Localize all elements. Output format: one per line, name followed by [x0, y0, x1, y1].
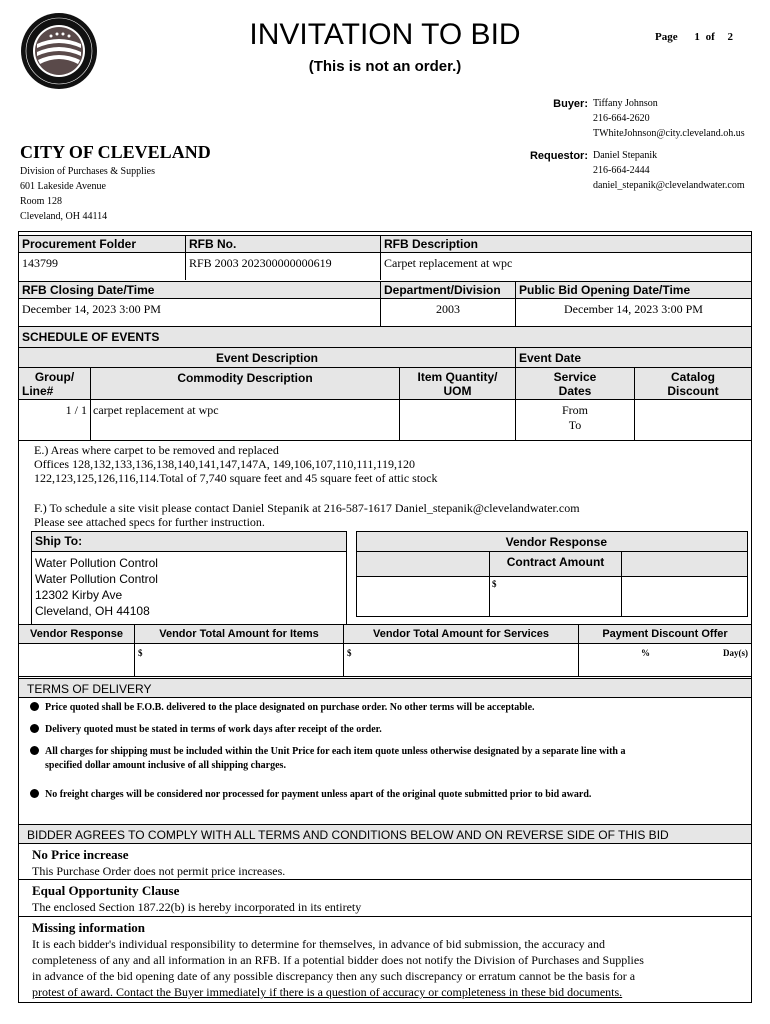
contract-amount-entry-row [357, 577, 747, 616]
ship-to-line: Water Pollution Control [35, 556, 158, 570]
contract-dollar-sign: $ [492, 579, 497, 589]
bullet-icon [30, 746, 39, 755]
col-group-label: Group/ [34, 370, 75, 384]
note-f-line: F.) To schedule a site visit please contact Daniel Stepanik at 216-587-1617 Daniel_stepanik@clevelandwater.com [34, 501, 580, 515]
equal-opportunity-title: Equal Opportunity Clause [32, 883, 180, 898]
col-quantity [399, 367, 516, 400]
terms-item-text: No freight charges will be considered nor processed for payment unless apart of the original quote submitted prior to bid award. [45, 789, 592, 800]
to-label: To [568, 418, 582, 432]
page-subtitle: (This is not an order.) [308, 58, 462, 75]
services-dollar-sign: $ [347, 648, 352, 658]
buyer-phone: 216-664-2620 [593, 113, 650, 124]
vendor-services-input[interactable] [343, 643, 579, 677]
buyer-label: Buyer: [553, 98, 588, 110]
contract-amount-label: Contract Amount [489, 552, 622, 576]
event-description-label: Event Description [18, 347, 516, 368]
ship-to-address [32, 552, 346, 622]
org-name: CITY OF CLEVELAND [20, 142, 211, 162]
opening-date-label: Public Bid Opening Date/Time [515, 281, 752, 299]
contract-amount-input[interactable] [489, 577, 622, 616]
ship-to-box [31, 531, 347, 624]
procurement-folder-value: 143799 [18, 252, 186, 280]
closing-date-label: RFB Closing Date/Time [18, 281, 381, 299]
contract-amount-row [357, 552, 747, 577]
col-service-label: Service [553, 370, 597, 384]
service-dates [515, 399, 635, 441]
rfb-description-label: RFB Description [380, 235, 752, 253]
opening-date-value: December 14, 2023 3:00 PM [515, 298, 752, 327]
buyer-info [593, 96, 745, 141]
city-seal-logo [20, 12, 98, 90]
department-label: Department/Division [380, 281, 516, 299]
page-of: of [705, 31, 715, 43]
col-group-line [18, 367, 91, 400]
from-label: From [561, 403, 588, 417]
vendor-services-label: Vendor Total Amount for Services [343, 624, 579, 644]
org-address [20, 164, 155, 224]
org-address-line: 601 Lakeside Avenue [20, 181, 106, 192]
discount-percent-sign: % [641, 648, 650, 658]
note-e-line: 122,123,125,126,116,114.Total of 7,740 square feet and 45 square feet of attic stock [34, 471, 438, 485]
ship-to-line: Cleveland, OH 44108 [35, 604, 150, 618]
catalog-discount [634, 399, 752, 441]
col-uom-label: UOM [443, 384, 472, 398]
terms-item [30, 789, 591, 800]
vendor-response-input[interactable] [18, 643, 135, 677]
vendor-response-title: Vendor Response [357, 532, 747, 552]
no-price-increase-title: No Price increase [32, 847, 129, 862]
ship-to-line: 12302 Kirby Ave [35, 588, 123, 602]
note-e-line: Offices 128,132,133,136,138,140,141,147,147A, 149,106,107,110,111,119,120 [34, 457, 415, 471]
page-number: 1 [694, 31, 700, 43]
bullet-icon [30, 724, 39, 733]
page-indicator [655, 31, 733, 43]
item-quantity [399, 399, 516, 441]
page-title: INVITATION TO BID [249, 18, 521, 51]
missing-information-line: completeness of any and all information in an RFB. If a potential bidder does not notify the Division of Purchases and Supplies [32, 953, 644, 967]
commodity-description: carpet replacement at wpc [90, 399, 400, 441]
requestor-info [593, 148, 745, 193]
col-commodity: Commodity Description [90, 367, 400, 400]
terms-item-text: Price quoted shall be F.O.B. delivered to the place designated on purchase order. No other terms will be acceptable. [45, 702, 535, 713]
rfb-no-label: RFB No. [185, 235, 381, 253]
note-e-line: E.) Areas where carpet to be removed and replaced [34, 443, 279, 457]
vendor-response-box [356, 531, 748, 617]
col-catalog-discount [634, 367, 752, 400]
line-number: 1 / 1 [18, 399, 91, 441]
notes-section [34, 443, 580, 529]
payment-discount-label: Payment Discount Offer [578, 624, 752, 644]
col-dates-label: Dates [558, 384, 592, 398]
missing-information-section [18, 916, 752, 1003]
buyer-email: TWhiteJohnson@city.cleveland.oh.us [593, 128, 745, 139]
discount-days-label: Day(s) [723, 648, 748, 658]
equal-opportunity-section [18, 879, 752, 917]
ship-to-line: Water Pollution Control [35, 572, 158, 586]
closing-date-value: December 14, 2023 3:00 PM [18, 298, 381, 327]
col-catalog-label: Catalog [670, 370, 715, 384]
terms-title: TERMS OF DELIVERY [18, 678, 752, 698]
requestor-name: Daniel Stepanik [593, 150, 658, 161]
missing-information-line: It is each bidder's individual responsibility to determine for themselves, in advance of bid submission, the accuracy and [32, 937, 606, 951]
rfb-no-value: RFB 2003 202300000000619 [185, 252, 381, 280]
requestor-phone: 216-664-2444 [593, 165, 650, 176]
page-total: 2 [727, 31, 734, 43]
org-address-line: Room 128 [20, 196, 62, 207]
vendor-items-input[interactable] [134, 643, 344, 677]
terms-item-text: All charges for shipping must be included within the Unit Price for each item quote unless otherwise designated by a separate line with a [45, 746, 626, 757]
bullet-icon [30, 789, 39, 798]
requestor-email: daniel_stepanik@clevelandwater.com [593, 180, 745, 191]
org-address-line: Cleveland, OH 44114 [20, 211, 108, 222]
requestor-label: Requestor: [529, 150, 588, 162]
terms-item-continuation: specified dollar amount inclusive of all shipping charges. [45, 760, 286, 771]
payment-discount-input[interactable] [578, 643, 752, 677]
procurement-folder-label: Procurement Folder [18, 235, 186, 253]
terms-item [30, 724, 382, 735]
items-dollar-sign: $ [138, 648, 143, 658]
terms-item [30, 702, 535, 713]
missing-information-title: Missing information [32, 920, 146, 935]
page-label: Page [655, 31, 678, 43]
vendor-items-label: Vendor Total Amount for Items [134, 624, 344, 644]
no-price-increase-text: This Purchase Order does not permit price increases. [32, 864, 286, 878]
department-value: 2003 [380, 298, 516, 327]
missing-information-line: protest of award. Contact the Buyer immediately if there is a question of accuracy or completeness in these bid documents. [32, 985, 623, 999]
rfb-description-value: Carpet replacement at wpc [380, 252, 752, 280]
schedule-title: SCHEDULE OF EVENTS [18, 326, 752, 348]
col-discount-label: Discount [667, 384, 719, 398]
col-service-dates [515, 367, 635, 400]
equal-opportunity-text: The enclosed Section 187.22(b) is hereby incorporated in its entirety [32, 900, 362, 914]
vendor-response-label: Vendor Response [18, 624, 135, 644]
ship-to-label: Ship To: [32, 532, 346, 552]
no-price-increase-section [18, 843, 752, 880]
org-address-line: Division of Purchases & Supplies [20, 166, 155, 177]
col-quantity-label: Item Quantity/ [417, 370, 498, 384]
missing-information-line: in advance of the bid opening date of any possible discrepancy then any such discrepancy or erratum cannot be the basis for a [32, 969, 636, 983]
terms-item [30, 746, 625, 757]
buyer-name: Tiffany Johnson [593, 98, 658, 109]
terms-item-text: Delivery quoted must be stated in terms of work days after receipt of the order. [45, 724, 382, 735]
event-date-label: Event Date [515, 347, 752, 368]
bullet-icon [30, 702, 39, 711]
col-line-label: Line# [22, 384, 54, 398]
note-f-line: Please see attached specs for further instruction. [34, 515, 265, 529]
bidder-agrees-title: BIDDER AGREES TO COMPLY WITH ALL TERMS AND CONDITIONS BELOW AND ON REVERSE SIDE OF THIS BID [18, 824, 752, 844]
